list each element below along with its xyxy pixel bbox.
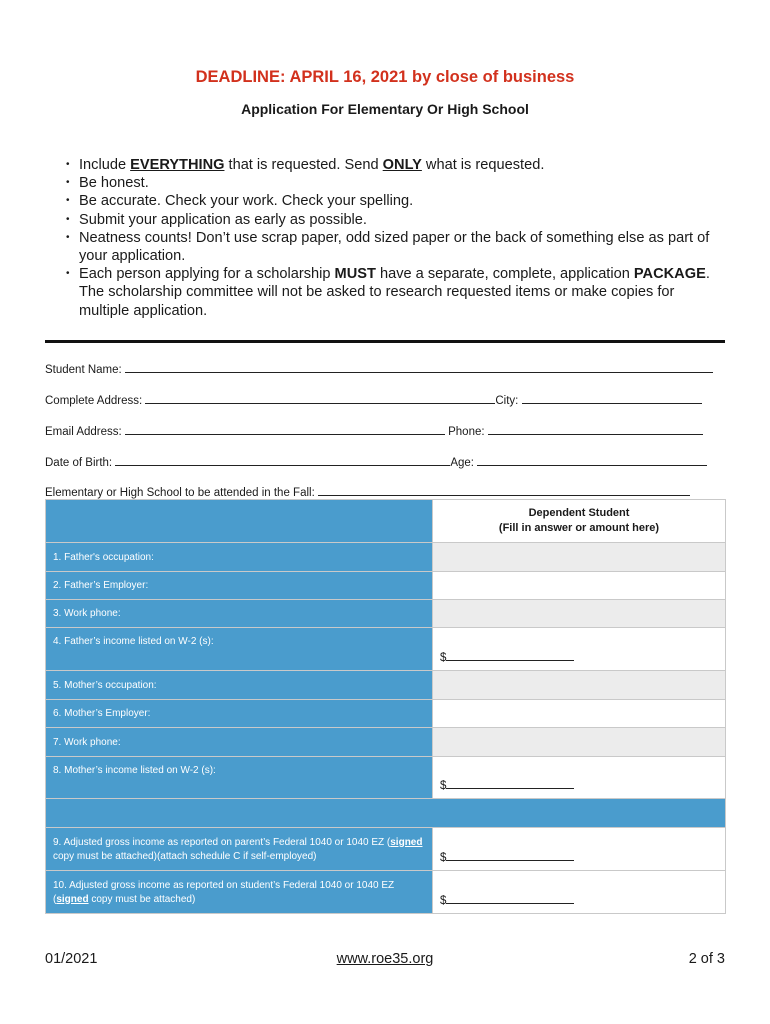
instruction-item: • Include EVERYTHING that is requested. Send ONLY what is requested. <box>66 156 726 174</box>
table-row <box>46 671 726 700</box>
income-table <box>45 499 726 914</box>
mothers-income-label: 8. Mother’s income listed on W-2 (s): <box>46 757 433 799</box>
dollar-sign: $ <box>440 895 447 907</box>
header-answer-cell <box>433 500 726 543</box>
age-label: Age: <box>450 457 474 469</box>
mothers-income-input[interactable] <box>433 757 726 799</box>
amount-line <box>446 850 574 861</box>
header-label-cell <box>46 500 433 543</box>
table-row <box>46 757 726 799</box>
table-row <box>46 700 726 728</box>
deadline-heading: DEADLINE: APRIL 16, 2021 by close of business <box>195 68 575 86</box>
phone-label: Phone: <box>448 426 485 438</box>
dollar-sign: $ <box>440 780 447 792</box>
address-row <box>45 392 725 407</box>
amount-line <box>446 778 574 789</box>
fill-in-instruction: (Fill in answer or amount here) <box>498 522 660 534</box>
instruction-item: • Submit your application as early as possible. <box>66 211 726 229</box>
age-field[interactable] <box>477 454 707 466</box>
city-label: City: <box>495 395 519 407</box>
instruction-item: • Be honest. <box>66 174 726 192</box>
complete-address-field[interactable] <box>145 392 495 404</box>
dollar-sign: $ <box>440 852 447 864</box>
website-link[interactable]: www.roe35.org <box>336 951 434 967</box>
instruction-item: • Neatness counts! Don’t use scrap paper, odd sized paper or the back of something else as part of your application. <box>66 229 726 265</box>
mothers-occupation-input[interactable] <box>433 671 726 700</box>
table-row <box>46 572 726 600</box>
fathers-employer-label: 2. Father’s Employer: <box>46 572 433 600</box>
complete-address-label: Complete Address: <box>45 395 143 407</box>
mothers-employer-label: 6. Mother’s Employer: <box>46 700 433 728</box>
student-agi-input[interactable] <box>433 871 726 914</box>
footer-date: 01/2021 <box>45 951 98 967</box>
student-agi-label: 10. Adjusted gross income as reported on student’s Federal 1040 or 1040 EZ (signed copy must be attached) <box>46 871 433 914</box>
table-row <box>46 828 726 871</box>
parent-agi-input[interactable] <box>433 828 726 871</box>
school-label: Elementary or High School to be attended in the Fall: <box>45 487 315 499</box>
table-row <box>46 871 726 914</box>
table-row <box>46 543 726 572</box>
email-address-label: Email Address: <box>45 426 122 438</box>
student-name-row <box>45 361 725 376</box>
amount-line <box>446 650 574 661</box>
school-row <box>45 484 725 499</box>
section-separator-cell <box>46 799 726 828</box>
instruction-item: • Be accurate. Check your work. Check your spelling. <box>66 192 726 210</box>
section-separator-row <box>46 799 726 828</box>
page-number: 2 of 3 <box>688 951 725 967</box>
table-row <box>46 628 726 671</box>
phone-field[interactable] <box>488 423 703 435</box>
table-row <box>46 728 726 757</box>
dob-row <box>45 454 725 469</box>
amount-line <box>446 893 574 904</box>
instruction-item: • Each person applying for a scholarship MUST have a separate, complete, application PACKAGE. The scholarship committee will not be asked to research requested items or make copies for multiple application. <box>66 265 726 320</box>
date-of-birth-label: Date of Birth: <box>45 457 113 469</box>
mother-work-phone-input[interactable] <box>433 728 726 757</box>
dollar-sign: $ <box>440 652 447 664</box>
table-row <box>46 600 726 628</box>
father-work-phone-label: 3. Work phone: <box>46 600 433 628</box>
parent-agi-label: 9. Adjusted gross income as reported on parent’s Federal 1040 or 1040 EZ (signed copy must be attached)(attach schedule C if self-employed) <box>46 828 433 871</box>
fathers-income-input[interactable] <box>433 628 726 671</box>
dependent-student-heading: Dependent Student <box>528 507 630 519</box>
table-header-row <box>46 500 726 543</box>
date-of-birth-field[interactable] <box>115 454 450 466</box>
fathers-employer-input[interactable] <box>433 572 726 600</box>
mothers-employer-input[interactable] <box>433 700 726 728</box>
city-field[interactable] <box>522 392 702 404</box>
footer-website <box>0 951 770 967</box>
email-row <box>45 423 725 438</box>
mother-work-phone-label: 7. Work phone: <box>46 728 433 757</box>
student-name-label: Student Name: <box>45 364 122 376</box>
application-title: Application For Elementary Or High School <box>241 101 529 117</box>
fathers-occupation-label: 1. Father's occupation: <box>46 543 433 572</box>
email-address-field[interactable] <box>125 423 445 435</box>
fathers-income-label: 4. Father’s income listed on W-2 (s): <box>46 628 433 671</box>
school-field[interactable] <box>318 484 690 496</box>
instructions-list <box>66 156 726 320</box>
fathers-occupation-input[interactable] <box>433 543 726 572</box>
mothers-occupation-label: 5. Mother’s occupation: <box>46 671 433 700</box>
father-work-phone-input[interactable] <box>433 600 726 628</box>
student-name-field[interactable] <box>125 361 713 373</box>
section-divider <box>45 340 725 343</box>
